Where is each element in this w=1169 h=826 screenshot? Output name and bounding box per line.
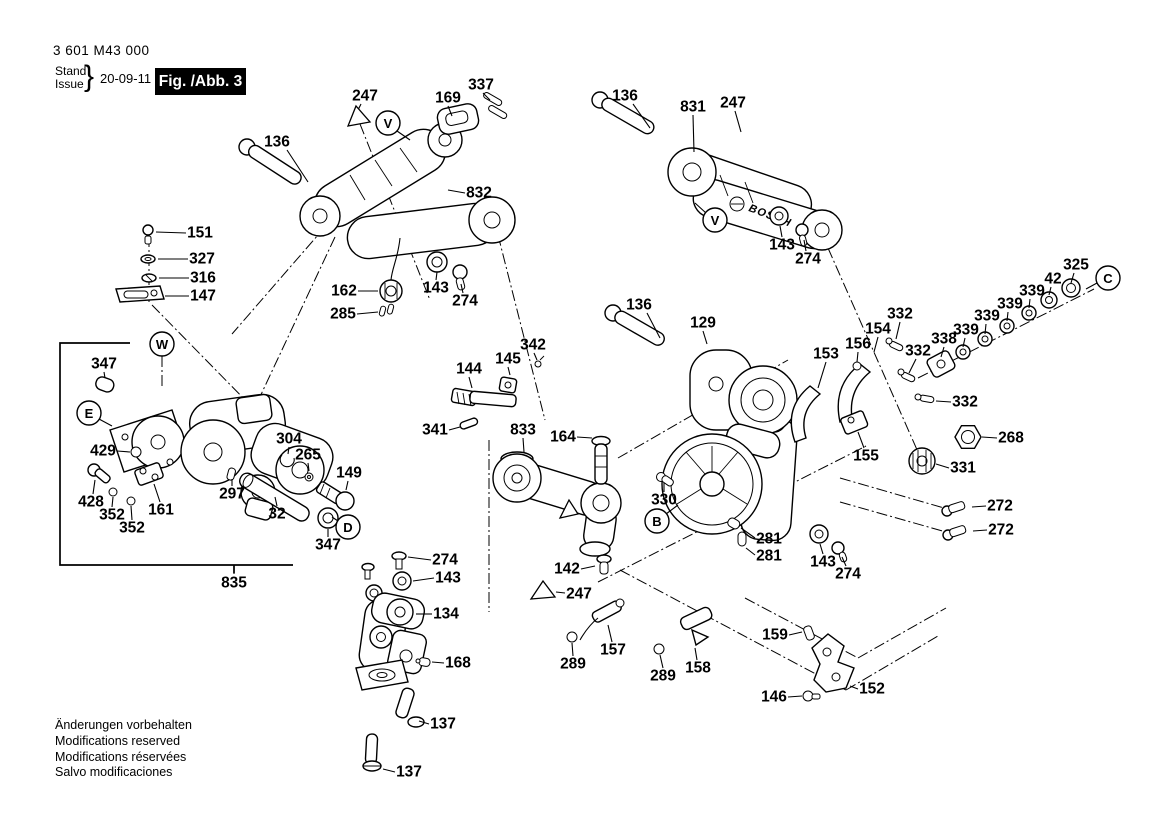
ref-letter-W: W — [155, 337, 169, 352]
part-label-339-35: 339 — [1019, 282, 1045, 300]
legal-line-en: Modifications reserved — [55, 733, 181, 748]
part-label-143-16: 143 — [769, 236, 795, 254]
part-label-168-74: 168 — [445, 654, 471, 672]
screw-stack-151-drawing — [116, 225, 164, 302]
part-label-155-41: 155 — [853, 447, 879, 465]
part-label-332-30: 332 — [905, 342, 931, 360]
leader-line-143 — [820, 544, 823, 554]
leader-line-289 — [572, 643, 573, 656]
leader-line-272 — [973, 530, 987, 531]
part-label-339-34: 339 — [997, 295, 1023, 313]
part-label-352-61: 352 — [99, 506, 125, 524]
part-label-265-66: 265 — [295, 446, 321, 464]
part-label-32-67: 32 — [268, 505, 286, 523]
part-label-332-38: 332 — [952, 393, 978, 411]
ref-letter-C: C — [1103, 271, 1113, 286]
leader-line-247 — [735, 111, 741, 132]
part-label-352-62: 352 — [119, 519, 145, 537]
part-label-332-29: 332 — [887, 305, 913, 323]
brace-glyph: } — [84, 60, 95, 93]
part-label-143-11: 143 — [423, 279, 449, 297]
part-label-341-23: 341 — [422, 421, 448, 439]
part-label-134-73: 134 — [433, 605, 459, 623]
ref-leader-E — [99, 419, 112, 426]
part-label-304-65: 304 — [276, 430, 302, 448]
part-label-164-25: 164 — [550, 428, 576, 446]
stand-label: Stand — [55, 64, 87, 78]
part-label-144-22: 144 — [456, 360, 482, 378]
leader-line-832 — [448, 190, 465, 193]
leader-line-289 — [660, 655, 663, 668]
part-label-156-27: 156 — [845, 335, 871, 353]
leader-line-831 — [693, 115, 694, 152]
leader-line-342 — [534, 353, 537, 360]
part-label-157-52: 157 — [600, 641, 626, 659]
part-label-274-17: 274 — [795, 250, 821, 268]
part-label-145-21: 145 — [495, 350, 521, 368]
small-parts-bottom-drawing — [567, 555, 854, 701]
leader-line-155 — [858, 432, 864, 448]
legal-line-fr: Modifications réservées — [55, 749, 187, 764]
leader-line-142 — [581, 566, 595, 569]
leader-line-164 — [577, 437, 592, 438]
part-label-272-47: 272 — [987, 497, 1013, 515]
part-label-272-48: 272 — [988, 521, 1014, 539]
leader-line-156 — [857, 352, 858, 362]
part-label-289-53: 289 — [650, 667, 676, 685]
part-label-159-55: 159 — [762, 626, 788, 644]
part-label-153-26: 153 — [813, 345, 839, 363]
part-label-152-57: 152 — [859, 680, 885, 698]
part-label-42-36: 42 — [1044, 270, 1062, 288]
leader-line-157 — [608, 625, 612, 642]
part-label-428-60: 428 — [78, 493, 104, 511]
part-label-151-5: 151 — [187, 224, 213, 242]
bracket-129-drawing — [657, 350, 799, 546]
part-label-325-37: 325 — [1063, 256, 1089, 274]
part-label-327-6: 327 — [189, 250, 215, 268]
leader-line-158 — [695, 648, 697, 660]
leader-line-332 — [936, 401, 951, 402]
part-label-281-43: 281 — [756, 530, 782, 548]
part-label-147-8: 147 — [190, 287, 216, 305]
part-label-136-13: 136 — [612, 87, 638, 105]
part-label-297-64: 297 — [219, 485, 245, 503]
leader-line-143 — [413, 578, 434, 581]
part-label-149-68: 149 — [336, 464, 362, 482]
leader-line-332 — [896, 322, 900, 339]
part-label-268-39: 268 — [998, 429, 1024, 447]
part-label-833-24: 833 — [510, 421, 536, 439]
part-label-169-2: 169 — [435, 89, 461, 107]
legal-note — [55, 718, 192, 781]
part-label-162-9: 162 — [331, 282, 357, 300]
part-label-247-15: 247 — [720, 94, 746, 112]
part-label-274-46: 274 — [835, 565, 861, 583]
part-label-289-51: 289 — [560, 655, 586, 673]
leader-line-159 — [789, 632, 802, 635]
ref-letter-D: D — [343, 520, 353, 535]
legal-line-es: Salvo modificaciones — [55, 765, 173, 780]
leader-line-153 — [818, 362, 826, 388]
ref-letter-V: V — [710, 213, 720, 228]
leader-line-154 — [874, 337, 878, 352]
leader-line-331 — [936, 464, 949, 468]
leader-line-272 — [972, 506, 986, 507]
ref-letter-V: V — [383, 116, 393, 131]
ref-letter-E: E — [84, 406, 94, 421]
issue-label: Issue — [55, 77, 84, 91]
part-label-158-54: 158 — [685, 659, 711, 677]
part-label-274-71: 274 — [432, 551, 458, 569]
part-label-274-12: 274 — [452, 292, 478, 310]
leader-line-137 — [383, 769, 395, 772]
part-label-154-28: 154 — [865, 320, 891, 338]
leader-line-146 — [788, 696, 802, 697]
part-label-338-31: 338 — [931, 330, 957, 348]
leader-line-332 — [909, 359, 916, 373]
part-label-342-20: 342 — [520, 336, 546, 354]
legal-line-de: Änderungen vorbehalten — [55, 718, 192, 732]
leader-line-281 — [746, 548, 755, 555]
part-label-339-33: 339 — [974, 307, 1000, 325]
part-label-247-1: 247 — [352, 87, 378, 105]
leader-line-145 — [508, 367, 510, 375]
part-label-136-0: 136 — [264, 133, 290, 151]
part-label-347-69: 347 — [315, 536, 341, 554]
leader-line-149 — [346, 481, 348, 490]
right-side-parts-drawing — [791, 279, 1080, 563]
part-label-161-63: 161 — [148, 501, 174, 519]
part-label-137-75: 137 — [430, 715, 456, 733]
part-label-285-10: 285 — [330, 305, 356, 323]
leader-line-129 — [703, 331, 707, 344]
leader-line-833 — [523, 438, 524, 452]
leader-line-285 — [357, 312, 378, 314]
part-label-330-42: 330 — [651, 491, 677, 509]
leader-line-161 — [154, 484, 160, 502]
issue-date: 20-09-11 — [100, 71, 152, 86]
part-label-347-58: 347 — [91, 355, 117, 373]
warning-triangle-1 — [531, 581, 555, 599]
leader-line-168 — [432, 662, 444, 663]
part-label-143-45: 143 — [810, 553, 836, 571]
leader-line-341 — [449, 427, 460, 430]
leader-line-428 — [93, 480, 95, 494]
part-label-137-76: 137 — [396, 763, 422, 781]
part-label-281-44: 281 — [756, 547, 782, 565]
leader-line-151 — [156, 232, 186, 233]
document-number: 3 601 M43 000 — [53, 43, 150, 58]
leader-line-144 — [469, 377, 472, 388]
link-134-drawing — [356, 552, 431, 771]
part-label-129-19: 129 — [690, 314, 716, 332]
part-label-316-7: 316 — [190, 269, 216, 287]
ref-leader-C — [1086, 283, 1097, 289]
part-label-331-40: 331 — [950, 459, 976, 477]
part-label-429-59: 429 — [90, 442, 116, 460]
part-label-136-18: 136 — [626, 296, 652, 314]
part-label-247-50: 247 — [566, 585, 592, 603]
leader-line-268 — [982, 437, 997, 438]
part-label-339-32: 339 — [953, 321, 979, 339]
part-label-832-4: 832 — [466, 184, 492, 202]
part-label-146-56: 146 — [761, 688, 787, 706]
leader-line-352 — [131, 506, 132, 520]
figure-label-box: Fig. /Abb. 3 — [155, 68, 246, 95]
part-label-831-14: 831 — [680, 98, 706, 116]
part-label-143-72: 143 — [435, 569, 461, 587]
part-label-835-70: 835 — [221, 574, 247, 592]
part-label-337-3: 337 — [468, 76, 494, 94]
leader-line-247 — [556, 592, 565, 593]
leader-line-274 — [408, 557, 431, 560]
arm-833-drawing — [493, 437, 621, 557]
leader-line-352 — [112, 497, 113, 507]
part-label-142-49: 142 — [554, 560, 580, 578]
warning-triangle-0 — [348, 106, 370, 126]
ref-letter-B: B — [652, 514, 662, 529]
